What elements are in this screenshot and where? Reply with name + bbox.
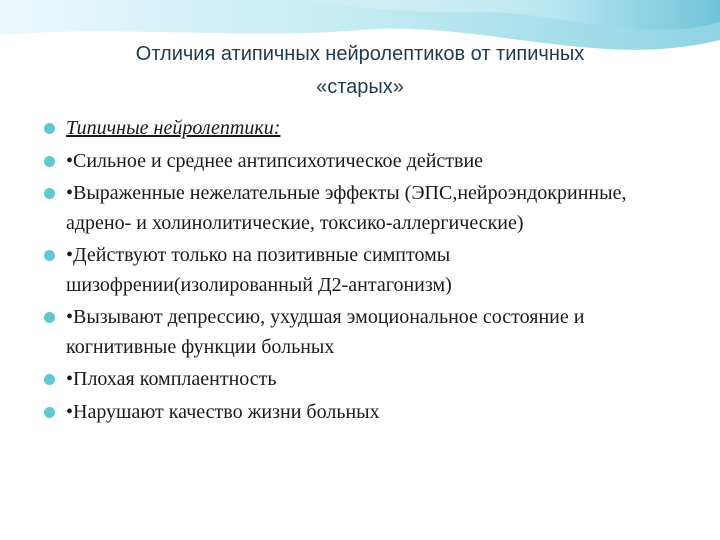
list-item-text: •Сильное и среднее антипсихотическое действие (66, 149, 484, 172)
list-item-text: Типичные нейролептики: (66, 117, 281, 139)
bullet-dot-icon (44, 188, 55, 199)
list-item-text: •Вызывают депрессию, ухудшая эмоциональное состояние и когнитивные функции больных (66, 306, 585, 358)
bullet-dot-icon (44, 312, 55, 323)
list-item (44, 398, 694, 428)
bullet-dot-icon (44, 374, 55, 385)
list-item-text: •Плохая комплаентность (66, 368, 277, 390)
bullet-dot-icon (44, 250, 55, 261)
slide-title (30, 38, 690, 104)
list-item (44, 179, 694, 238)
list-item (44, 303, 694, 362)
list-item-text: •Выраженные нежелательные эффекты (ЭПС,нейроэндокринные, адрено- и холинолитические, токсико-аллергические) (66, 182, 627, 234)
slide-title-line2: «старых» (316, 76, 404, 98)
bullet-list (44, 114, 694, 430)
bullet-dot-icon (44, 123, 55, 134)
slide-title-line1: Отличия атипичных нейролептиков от типичных (135, 43, 585, 65)
list-item (44, 365, 694, 395)
list-item (44, 147, 694, 177)
list-item (44, 241, 694, 300)
bullet-dot-icon (44, 156, 55, 167)
bullet-dot-icon (44, 407, 55, 418)
list-item-text: •Действуют только на позитивные симптомы шизофрении(изолированный Д2-антагонизм) (66, 244, 452, 296)
list-item-text: •Нарушают качество жизни больных (66, 400, 380, 423)
list-item-heading (44, 114, 694, 144)
